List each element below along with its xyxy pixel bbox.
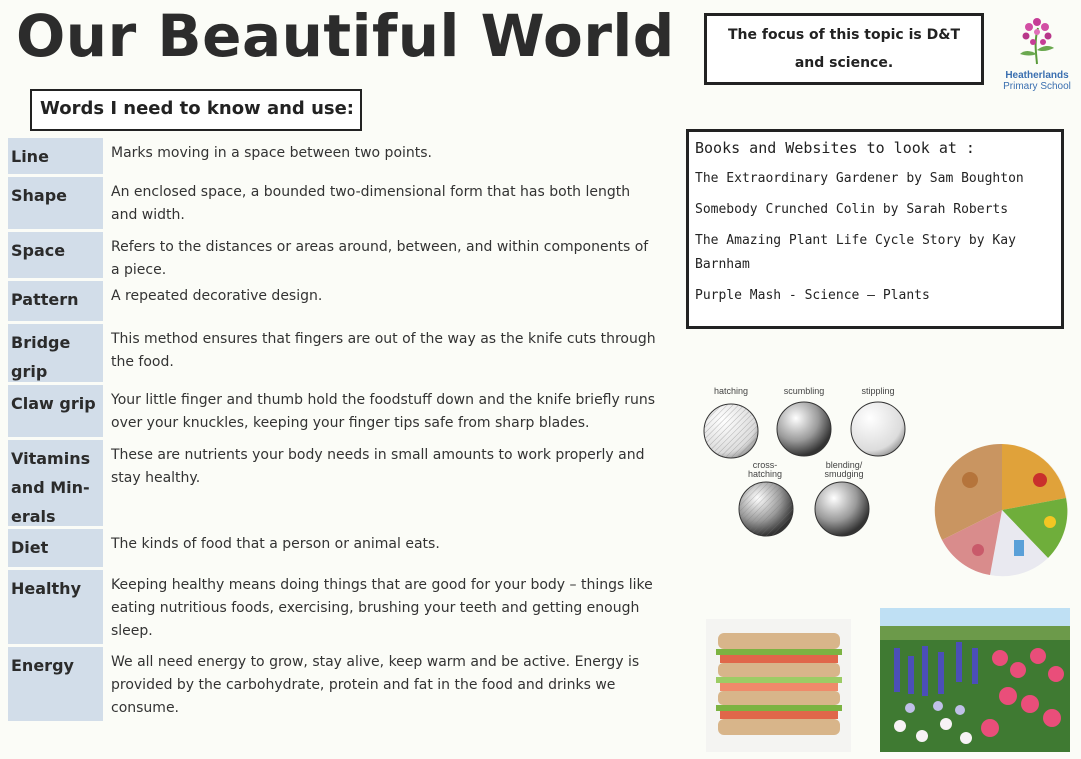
vocab-row-space xyxy=(8,232,660,278)
vocab-term: Healthy xyxy=(8,570,103,644)
vocab-definition: Keeping healthy means doing things that are good for your body – things like eating nutritious foods, exercising, brushing your teeth and getting enough sleep. xyxy=(111,577,653,639)
vocab-row-bridge-grip xyxy=(8,324,660,382)
sandwich-photo xyxy=(706,619,851,752)
school-name: Heatherlands xyxy=(1005,70,1069,81)
label-stippling: stippling xyxy=(861,386,895,396)
hatching-sphere xyxy=(704,404,758,458)
stippling-sphere xyxy=(851,402,905,456)
shading-spheres xyxy=(698,383,918,543)
vocab-definition: Refers to the distances or areas around, between, and within components of a piece. xyxy=(111,239,649,278)
vocab-term: Bridge grip xyxy=(8,324,103,382)
cross-hatching-sphere xyxy=(739,482,793,536)
vocab-row-diet xyxy=(8,529,660,567)
label-hatching: hatching xyxy=(713,386,749,396)
vocab-definition: Your little finger and thumb hold the foodstuff down and the knife briefly runs over your knuckles, keeping your finger tips safe from sharp blades. xyxy=(111,392,656,431)
label-cross-hatching: cross-hatching xyxy=(747,460,783,479)
vocab-row-claw-grip xyxy=(8,385,660,437)
vocab-term: Diet xyxy=(8,529,103,567)
vocab-term: Line xyxy=(8,138,103,174)
vocab-row-shape xyxy=(8,177,660,229)
book-item: Somebody Crunched Colin by Sarah Roberts xyxy=(695,202,1009,217)
vocab-term: Shape xyxy=(8,177,103,229)
vocab-definition: A repeated decorative design. xyxy=(111,288,323,304)
label-scumbling: scumbling xyxy=(783,386,825,396)
vocab-term: Space xyxy=(8,232,103,278)
vocab-row-energy xyxy=(8,647,660,721)
vocabulary-heading xyxy=(30,89,362,131)
vocab-row-healthy xyxy=(8,570,660,644)
school-logo xyxy=(998,14,1076,92)
topic-focus-text: The focus of this topic is D&T and science. xyxy=(727,27,960,71)
flower-logo-icon xyxy=(1012,14,1062,66)
books-title: Books and Websites to look at : xyxy=(695,139,975,157)
vocab-definition: Marks moving in a space between two points. xyxy=(111,145,433,161)
label-blending: blending/ smudging xyxy=(824,460,864,479)
shading-techniques-illustration xyxy=(698,383,918,543)
website-item: Purple Mash - Science — Plants xyxy=(695,288,930,303)
book-item: The Amazing Plant Life Cycle Story by Kay Barnham xyxy=(695,233,1016,272)
book-item: The Extraordinary Gardener by Sam Boughton xyxy=(695,171,1024,186)
vocab-row-vitamins xyxy=(8,440,660,526)
topic-focus-box xyxy=(704,13,984,85)
vocab-row-pattern xyxy=(8,281,660,321)
vocab-definition: The kinds of food that a person or animal eats. xyxy=(111,536,440,552)
vocab-term: Pattern xyxy=(8,281,103,321)
vocab-row-line xyxy=(8,138,660,174)
school-subtitle: Primary School xyxy=(1003,81,1071,92)
vocab-term: Energy xyxy=(8,647,103,721)
vocab-definition: These are nutrients your body needs in small amounts to work properly and stay healthy. xyxy=(111,447,645,486)
eatwell-plate-image xyxy=(930,440,1074,580)
vocab-definition: We all need energy to grow, stay alive, keep warm and be active. Energy is provided by the carbohydrate, protein and fat in the food and drinks we consume. xyxy=(111,654,640,716)
vocabulary-table xyxy=(8,138,660,724)
scumbling-sphere xyxy=(777,402,831,456)
vocab-definition: This method ensures that fingers are out of the way as the knife cuts through the food. xyxy=(111,331,656,370)
vocab-term: Vitamins and Min-erals xyxy=(8,440,103,526)
flower-garden-photo xyxy=(880,608,1070,752)
blending-sphere xyxy=(815,482,869,536)
vocab-definition: An enclosed space, a bounded two-dimensional form that has both length and width. xyxy=(111,184,631,223)
page-title: Our Beautiful World xyxy=(16,2,675,70)
vocab-term: Claw grip xyxy=(8,385,103,437)
vocabulary-heading-text: Words I need to know and use: xyxy=(40,98,354,119)
books-websites-box xyxy=(686,129,1064,329)
